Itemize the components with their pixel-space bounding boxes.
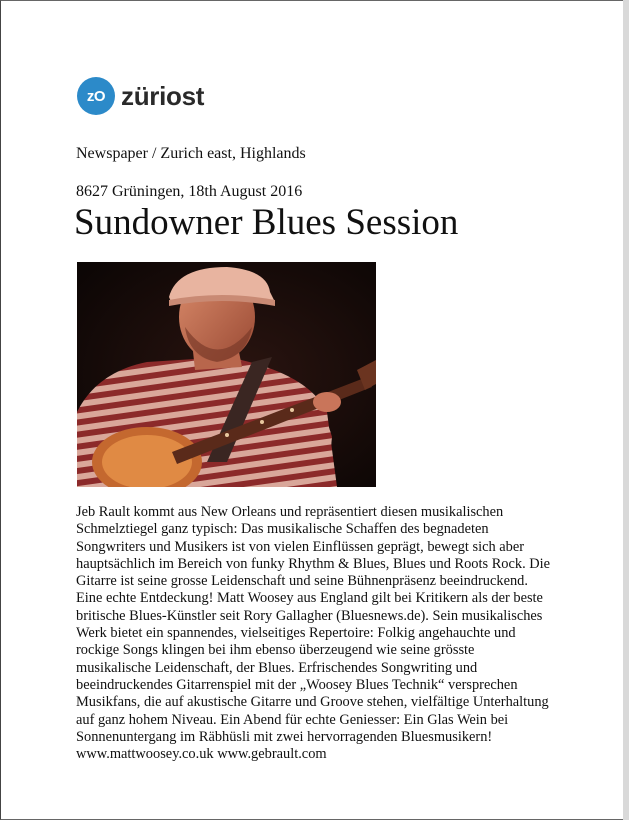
zuriost-logo (77, 77, 204, 115)
zuriost-logo-wordmark: züriost (121, 80, 205, 111)
article-body: Jeb Rault kommt aus New Orleans und repräsentiert diesen musikalischen Schmelztiegel ganz typisch: Das musikalische Schaffen des begnadeten Songwriters und Musikers ist von vielen Einflüssen geprägt, bewegt sich aber hauptsächlich im Bereich von funky Rhythm & Blues, Blues und Roots Rock. Die Gitarre ist seine grosse Leidenschaft und seine Bühnenpräsenz beeindruckend. Eine echte Entdeckung! Matt Woosey aus England gilt bei Kritikern als der beste britische Blues-Künstler seit Rory Gallagher (Bluesnews.de). Sein musikalisches Werk bietet ein spannendes, vielseitiges Repertoire: Folkig angehauchte und rockige Songs klingen bei ihm ebenso überzeugend wie seine grösste musikalische Leidenschaft, der Blues. Erfrischendes Songwriting und beeindruckendes Gitarrenspiel mit der „Woosey Blues Technik“ versprechen Musikfans, die auf akustische Gitarre und Groove stehen, vielfältige Unterhaltung auf ganz hohem Niveau. Ein Abend für echte Geniesser: Ein Glas Wein bei Sonnenuntergang im Räbhüsli mit zwei hervorragenden Bluesmusikern! www.mattwoosey.co.uk www.gebrault.com (76, 504, 551, 763)
zuriost-logo-icon: zO (77, 77, 115, 115)
publication-kicker: Newspaper / Zurich east, Highlands (76, 145, 306, 162)
viewer-gutter (623, 0, 629, 820)
musician-photo (77, 262, 376, 487)
article-dateline: 8627 Grüningen, 18th August 2016 (76, 183, 303, 200)
article-headline: Sundowner Blues Session (74, 202, 459, 243)
